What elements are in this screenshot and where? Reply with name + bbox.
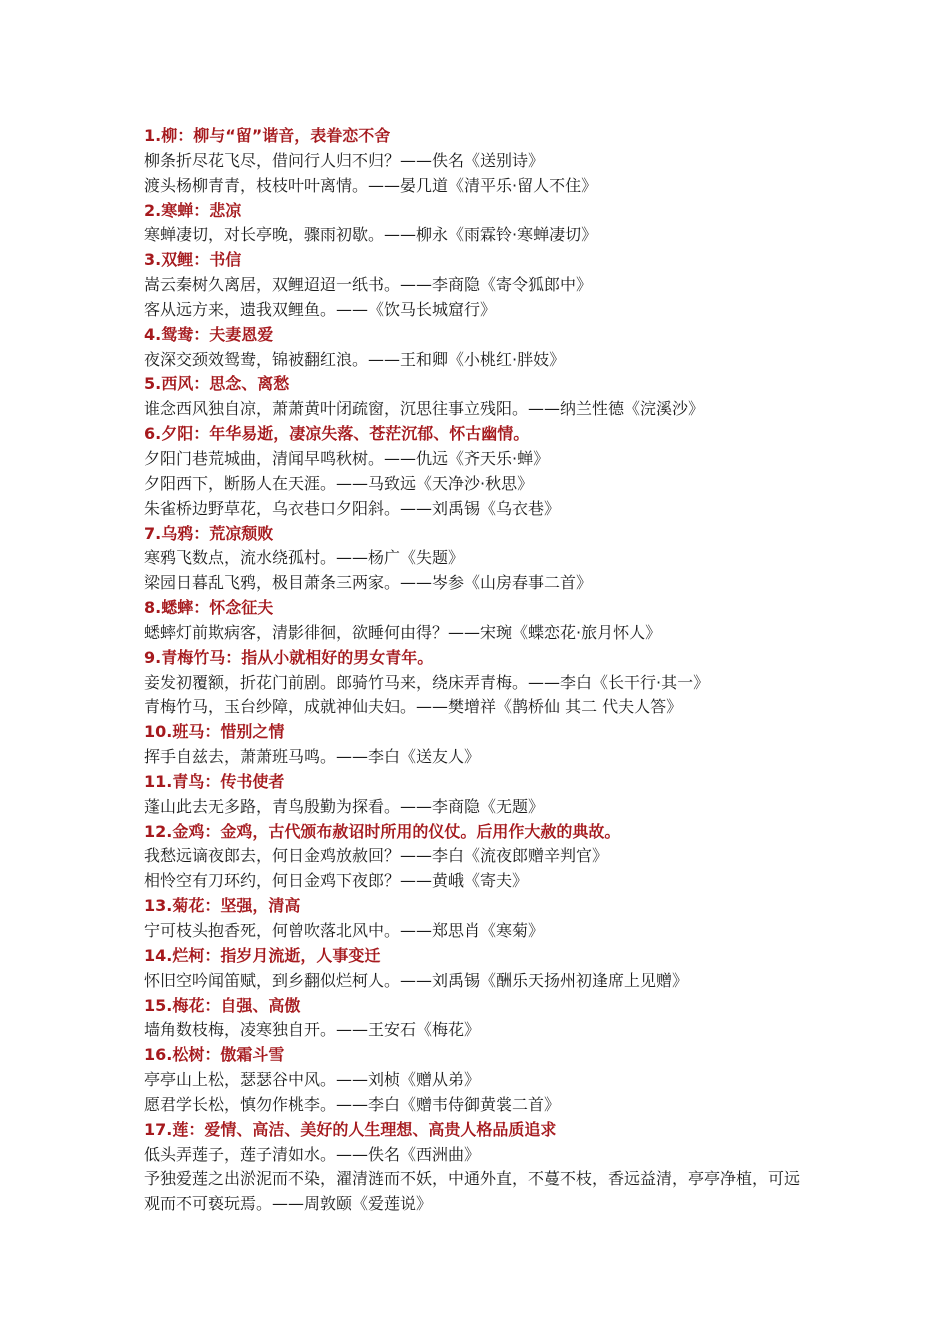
poem-quote-line: 梁园日暮乱飞鸦，极目萧条三两家。——岑参《山房春事二首》 xyxy=(144,573,593,593)
imagery-heading: 7.乌鸦：荒凉颓败 xyxy=(144,523,274,543)
poem-quote-line: 蟋蟀灯前欺病客，清影徘徊，欲睡何由得？——宋琬《蝶恋花·旅月怀人》 xyxy=(144,622,662,642)
imagery-entry xyxy=(144,770,824,820)
poem-quote-line: 嵩云秦树久离居，双鲤迢迢一纸书。——李商隐《寄令狐郎中》 xyxy=(144,275,593,295)
poem-quote-line: 青梅竹马，玉台纱障，成就神仙夫妇。——樊增祥《鹊桥仙 其二 代夫人答》 xyxy=(144,697,683,717)
poem-quote-line: 寒蝉凄切，对长亭晚，骤雨初歇。——柳永《雨霖铃·寒蝉凄切》 xyxy=(144,225,598,245)
poem-quote-line: 予独爱莲之出淤泥而不染，濯清涟而不妖，中通外直，不蔓不枝，香远益清，亭亭净植，可远观而不可亵玩焉。——周敦颐《爱莲说》 xyxy=(144,1169,801,1214)
poem-quote-line: 寒鸦飞数点，流水绕孤村。——杨广《失题》 xyxy=(144,548,465,568)
imagery-heading: 2.寒蝉：悲凉 xyxy=(144,200,242,220)
poem-quote-line: 朱雀桥边野草花，乌衣巷口夕阳斜。——刘禹锡《乌衣巷》 xyxy=(144,498,561,518)
document-page xyxy=(144,124,824,1217)
imagery-entry xyxy=(144,994,824,1044)
poem-quote-line: 亭亭山上松，瑟瑟谷中风。——刘桢《赠从弟》 xyxy=(144,1070,481,1090)
poem-quote-line: 夕阳西下，断肠人在天涯。——马致远《天净沙·秋思》 xyxy=(144,473,534,493)
imagery-entry xyxy=(144,323,824,373)
imagery-entry xyxy=(144,522,824,597)
imagery-entry xyxy=(144,124,824,199)
imagery-entry xyxy=(144,248,824,323)
poem-quote-line: 怀旧空吟闻笛赋，到乡翻似烂柯人。——刘禹锡《酬乐天扬州初逢席上见赠》 xyxy=(144,970,689,990)
imagery-entry xyxy=(144,596,824,646)
imagery-heading: 15.梅花：自强、高傲 xyxy=(144,995,301,1015)
poem-quote-line: 夜深交颈效鸳鸯，锦被翻红浪。——王和卿《小桃红·胖妓》 xyxy=(144,349,566,369)
poem-quote-line: 谁念西风独自凉，萧萧黄叶闭疏窗，沉思往事立残阳。——纳兰性德《浣溪沙》 xyxy=(144,399,705,419)
imagery-heading: 6.夕阳：年华易逝，凄凉失落、苍茫沉郁、怀古幽情。 xyxy=(144,424,530,444)
imagery-heading: 12.金鸡：金鸡，古代颁布赦诏时所用的仪仗。后用作大赦的典故。 xyxy=(144,821,621,841)
imagery-entry xyxy=(144,646,824,721)
imagery-entry xyxy=(144,720,824,770)
imagery-entry xyxy=(144,894,824,944)
poem-quote-line: 柳条折尽花飞尽，借问行人归不归？——佚名《送别诗》 xyxy=(144,150,545,170)
imagery-entry xyxy=(144,199,824,249)
imagery-heading: 17.莲：爱情、高洁、美好的人生理想、高贵人格品质追求 xyxy=(144,1119,557,1139)
poem-quote-line: 夕阳门巷荒城曲，清闻早鸣秋树。——仇远《齐天乐·蝉》 xyxy=(144,448,550,468)
poem-quote-line: 挥手自兹去，萧萧班马鸣。——李白《送友人》 xyxy=(144,747,481,767)
imagery-heading: 13.菊花：坚强，清高 xyxy=(144,896,301,916)
imagery-heading: 1.柳：柳与“留”谐音，表眷恋不舍 xyxy=(144,126,391,145)
poem-quote-line: 愿君学长松，慎勿作桃李。——李白《赠韦侍御黄裳二首》 xyxy=(144,1094,561,1114)
imagery-entry xyxy=(144,1043,824,1118)
imagery-heading: 11.青鸟：传书使者 xyxy=(144,771,285,791)
imagery-heading: 9.青梅竹马：指从小就相好的男女青年。 xyxy=(144,647,434,667)
poem-quote-line: 墙角数枝梅，凌寒独自开。——王安石《梅花》 xyxy=(144,1020,481,1040)
imagery-heading: 3.双鲤：书信 xyxy=(144,250,242,270)
imagery-entry xyxy=(144,1118,824,1217)
poem-quote-line: 宁可枝头抱香死，何曾吹落北风中。——郑思肖《寒菊》 xyxy=(144,921,545,940)
poem-quote-line: 客从远方来，遗我双鲤鱼。——《饮马长城窟行》 xyxy=(144,299,497,319)
imagery-entry xyxy=(144,944,824,994)
imagery-heading: 14.烂柯：指岁月流逝，人事变迁 xyxy=(144,945,381,965)
poem-quote-line: 妾发初覆额，折花门前剧。郎骑竹马来，绕床弄青梅。——李白《长干行·其一》 xyxy=(144,672,710,692)
poem-quote-line: 相怜空有刀环约，何日金鸡下夜郎？——黄峨《寄夫》 xyxy=(144,871,529,891)
imagery-entry xyxy=(144,820,824,895)
imagery-heading: 16.松树：傲霜斗雪 xyxy=(144,1045,285,1065)
imagery-heading: 10.班马：惜别之情 xyxy=(144,722,285,742)
imagery-entry xyxy=(144,422,824,521)
imagery-heading: 8.蟋蟀：怀念征夫 xyxy=(144,598,274,618)
poem-quote-line: 蓬山此去无多路，青鸟殷勤为探看。——李商隐《无题》 xyxy=(144,796,545,816)
poem-quote-line: 渡头杨柳青青，枝枝叶叶离情。——晏几道《清平乐·留人不住》 xyxy=(144,175,598,195)
poem-quote-line: 低头弄莲子，莲子清如水。——佚名《西洲曲》 xyxy=(144,1144,481,1164)
imagery-heading: 5.西风：思念、离愁 xyxy=(144,374,290,394)
imagery-entry xyxy=(144,372,824,422)
imagery-heading: 4.鸳鸯：夫妻恩爱 xyxy=(144,324,274,344)
poem-quote-line: 我愁远谪夜郎去，何日金鸡放赦回？——李白《流夜郎赠辛判官》 xyxy=(144,846,609,866)
